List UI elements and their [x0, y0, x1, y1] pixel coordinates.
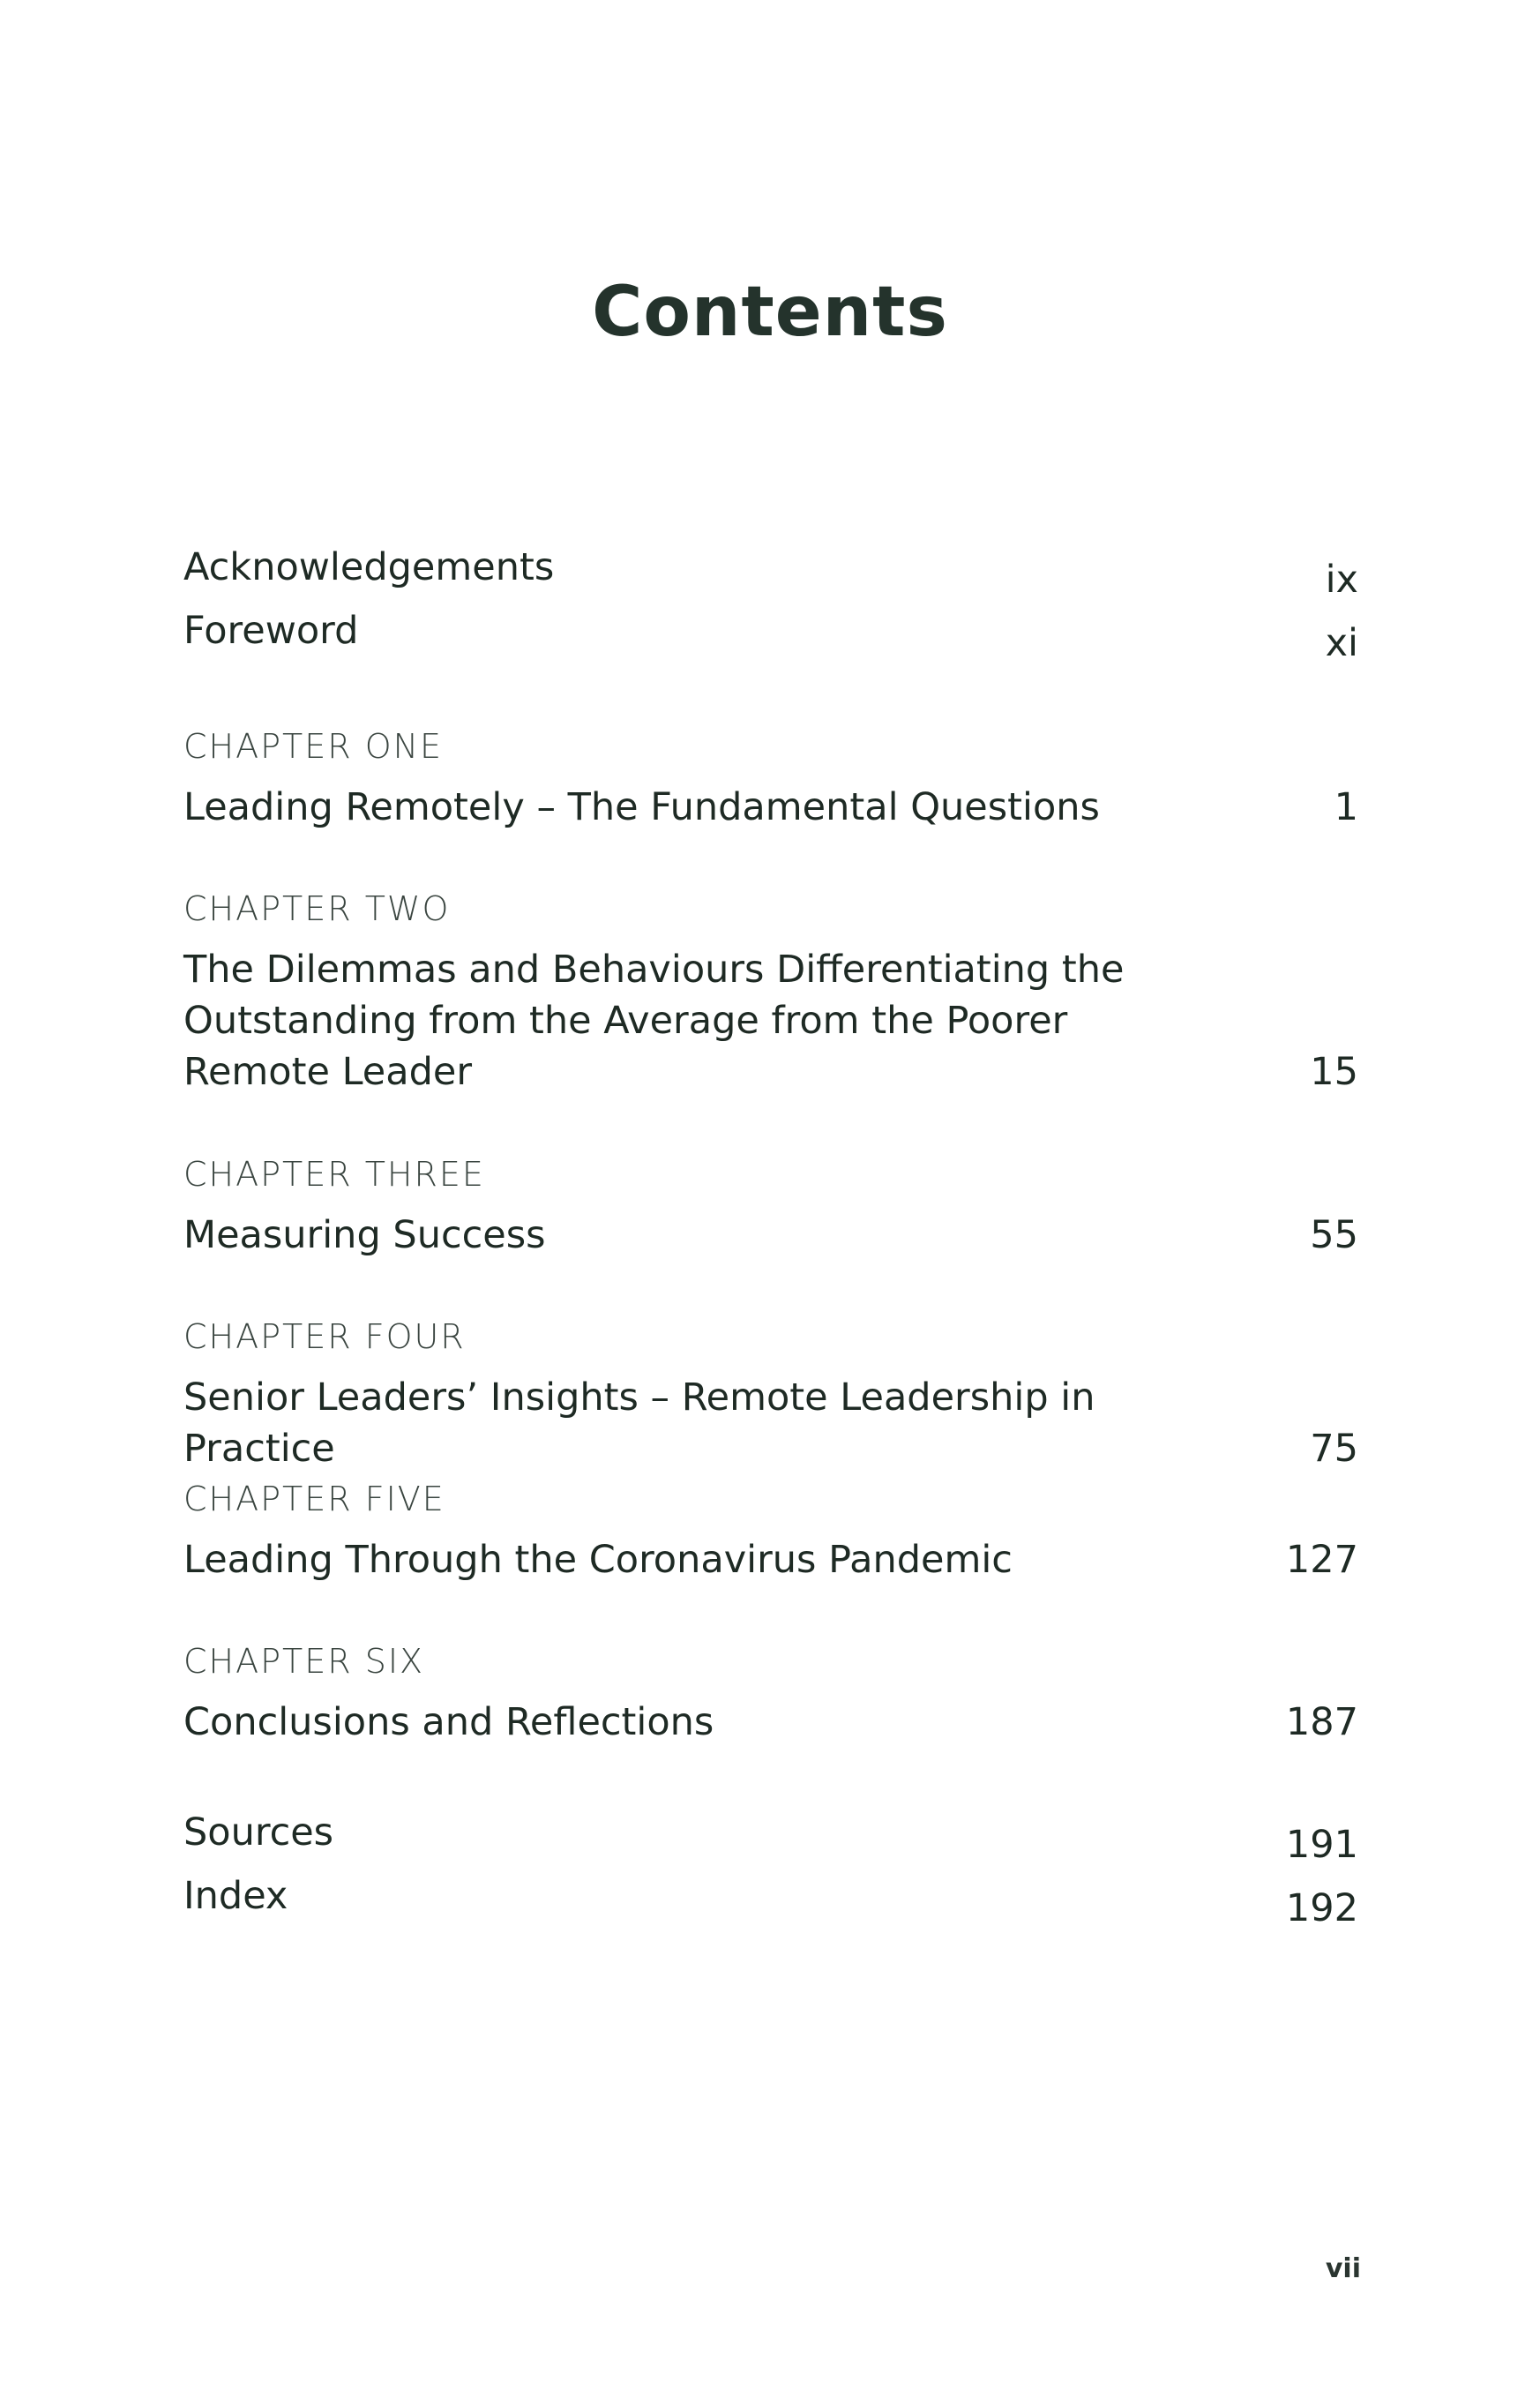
toc-entry-index[interactable]	[183, 1870, 1358, 1934]
back-matter-list	[183, 1807, 1358, 1934]
chapter-label: CHAPTER TWO	[183, 889, 451, 928]
toc-entry-title: Acknowledgements	[183, 545, 555, 589]
toc-entry-page: 75	[1310, 1427, 1358, 1471]
toc-entry	[183, 1372, 1358, 1474]
toc-entry-acknowledgements[interactable]	[183, 542, 1358, 605]
toc-entry-foreword[interactable]	[183, 605, 1358, 669]
toc-entry-page: 187	[1285, 1700, 1358, 1744]
toc-entry-page: xi	[1325, 621, 1358, 665]
toc-entry-sources[interactable]	[183, 1807, 1358, 1870]
chapter-six-entry[interactable]	[183, 1638, 1358, 1748]
toc-entry-title-line: Remote Leader	[183, 1050, 473, 1094]
toc-entry-title: Sources	[183, 1810, 334, 1855]
chapter-label: CHAPTER ONE	[183, 727, 444, 766]
chapter-two-entry[interactable]	[183, 886, 1358, 1098]
chapter-label: CHAPTER THREE	[183, 1155, 485, 1194]
chapter-three-entry[interactable]	[183, 1151, 1358, 1261]
toc-entry-page: 15	[1310, 1050, 1358, 1094]
toc-entry-page: 127	[1285, 1538, 1358, 1582]
toc-entry-title: Leading Remotely – The Fundamental Questions	[183, 785, 1100, 829]
chapter-label: CHAPTER SIX	[183, 1642, 425, 1681]
chapter-one-entry[interactable]	[183, 723, 1358, 833]
toc-entry-page: 191	[1285, 1823, 1358, 1867]
toc-entry-page: 1	[1334, 785, 1358, 829]
toc-entry-page: ix	[1325, 558, 1358, 602]
chapter-four-entry[interactable]	[183, 1314, 1358, 1474]
front-matter-list	[183, 542, 1358, 669]
toc-entry	[183, 782, 1358, 833]
toc-entry-title: Index	[183, 1874, 288, 1918]
toc-entry-page: 55	[1310, 1213, 1358, 1257]
toc-entry	[183, 1697, 1358, 1748]
toc-entry-title-line: The Dilemmas and Behaviours Differentiating the	[183, 948, 1125, 992]
page-title: Contents	[592, 273, 948, 353]
toc-entry	[183, 1534, 1358, 1585]
chapter-five-entry[interactable]	[183, 1476, 1358, 1585]
chapter-label: CHAPTER FOUR	[183, 1317, 466, 1356]
toc-entry-title-line: Outstanding from the Average from the Poorer	[183, 999, 1068, 1043]
toc-entry	[183, 944, 1358, 1098]
toc-entry-title: Conclusions and Reflections	[183, 1700, 714, 1744]
toc-entry-title: Leading Through the Coronavirus Pandemic	[183, 1538, 1013, 1582]
chapter-label: CHAPTER FIVE	[183, 1480, 445, 1518]
toc-entry-title: Measuring Success	[183, 1213, 546, 1257]
toc-entry	[183, 1210, 1358, 1261]
toc-entry-page: 192	[1285, 1886, 1358, 1930]
page-number: vii	[1325, 2253, 1361, 2284]
toc-entry-title: Foreword	[183, 609, 359, 653]
toc-entry-title: Senior Leaders’ Insights – Remote Leadership in Practice	[183, 1375, 1095, 1471]
